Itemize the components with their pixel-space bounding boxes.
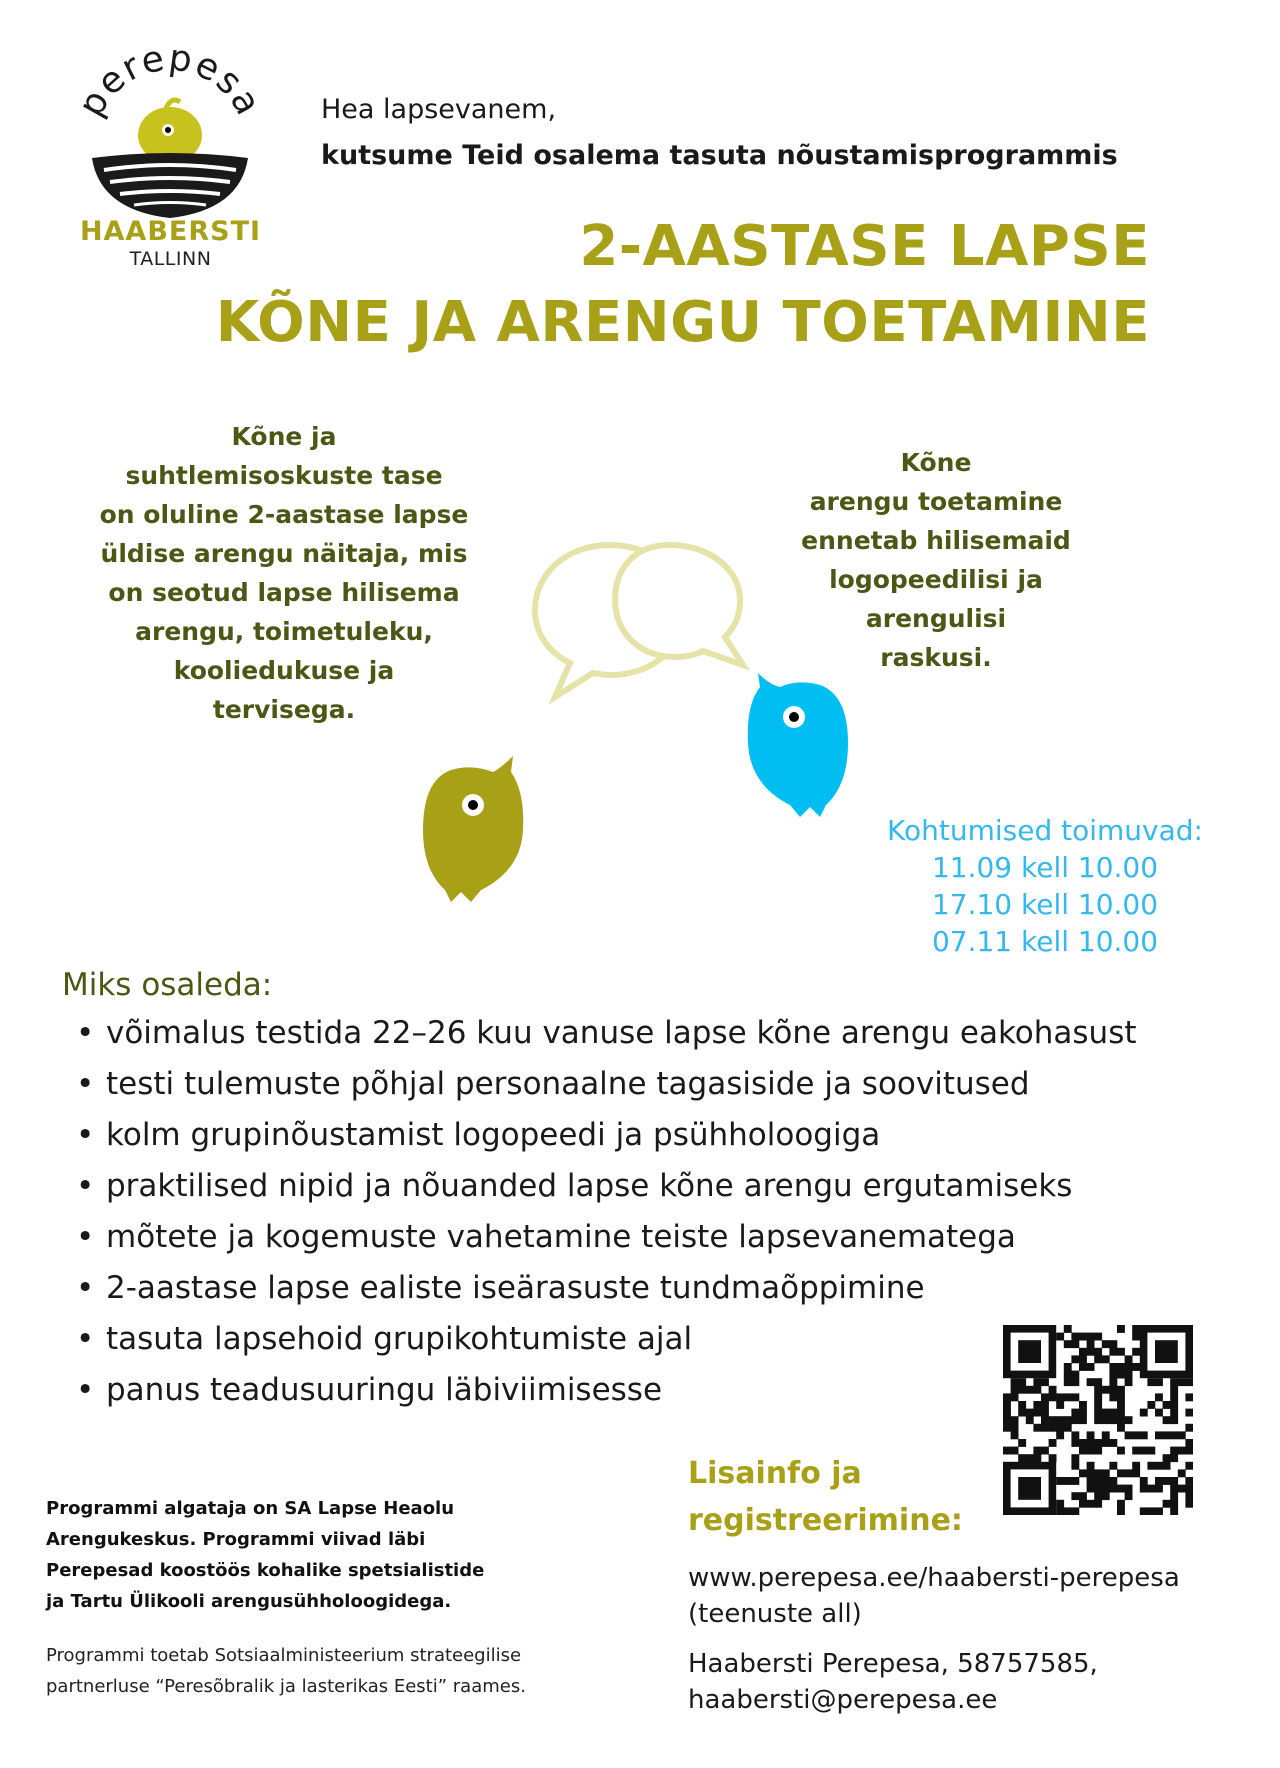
support-text xyxy=(46,1640,626,1702)
speech-bubbles-icon xyxy=(525,525,755,705)
title-line-1: 2-AASTASE LAPSE xyxy=(579,214,1150,279)
info-heading-line: Lisainfo ja xyxy=(688,1456,862,1491)
footer-line: partnerluse “Peresõbralik ja lasterikas Eesti” raames. xyxy=(46,1676,526,1697)
meeting-date: 07.11 kell 10.00 xyxy=(931,925,1159,958)
list-item: • kolm grupinõustamist logopeedi ja psühholoogiga xyxy=(76,1110,1137,1161)
contact-block xyxy=(688,1560,1228,1718)
website-note: (teenuste all) xyxy=(688,1599,862,1629)
list-item: • tasuta lapsehoid grupikohtumiste ajal xyxy=(76,1314,1137,1365)
left-line: tervisega. xyxy=(212,695,356,724)
info-heading xyxy=(688,1450,1008,1544)
left-line: on oluline 2-aastase lapse xyxy=(99,500,469,529)
meetings-block xyxy=(860,812,1230,960)
list-item: • testi tulemuste põhjal personaalne tagasiside ja soovitused xyxy=(76,1059,1137,1110)
left-line: on seotud lapse hilisema xyxy=(108,578,460,607)
list-item: • võimalus testida 22–26 kuu vanuse lapse kõne arengu eakohasust xyxy=(76,1008,1137,1059)
website-link[interactable]: www.perepesa.ee/haabersti-perepesa xyxy=(688,1563,1180,1593)
email-link[interactable]: haabersti@perepesa.ee xyxy=(688,1685,998,1715)
left-line: Kõne ja xyxy=(231,422,337,451)
left-line: üldise arengu näitaja, mis xyxy=(100,539,468,568)
left-line: arengu, toimetuleku, xyxy=(135,617,433,646)
footer-line: ja Tartu Ülikooli arengusühholoogidega. xyxy=(46,1591,452,1612)
info-heading-line: registreerimine: xyxy=(688,1503,963,1538)
left-paragraph xyxy=(88,417,480,729)
logo-wordmark: perepesa xyxy=(70,50,270,124)
footer-line: Perepesad koostöös kohalike spetsialistide xyxy=(46,1560,485,1581)
phone-line: Haabersti Perepesa, 58757585, xyxy=(688,1649,1098,1679)
list-item: • praktilised nipid ja nõuanded lapse kõne arengu ergutamiseks xyxy=(76,1161,1137,1212)
list-item: • mõtete ja kogemuste vahetamine teiste lapsevanematega xyxy=(76,1212,1137,1263)
footer-line: Arengukeskus. Programmi viivad läbi xyxy=(46,1529,426,1550)
list-item: • 2-aastase lapse ealiste iseärasuste tundmaõppimine xyxy=(76,1263,1137,1314)
list-item: • panus teadusuuringu läbiviimisesse xyxy=(76,1365,1137,1416)
right-paragraph xyxy=(786,443,1086,677)
right-line: ennetab hilisemaid xyxy=(801,526,1071,555)
left-line: suhtlemisoskuste tase xyxy=(125,461,443,490)
meetings-label: Kohtumised toimuvad: xyxy=(887,814,1203,847)
right-line: raskusi. xyxy=(880,643,992,672)
qr-code-icon[interactable] xyxy=(1003,1325,1193,1515)
meeting-date: 11.09 kell 10.00 xyxy=(931,851,1159,884)
logo-nest-icon xyxy=(92,153,248,218)
why-heading: Miks osaleda: xyxy=(62,967,273,1003)
right-line: logopeedilisi ja xyxy=(829,565,1043,594)
blue-bird-icon xyxy=(740,665,855,825)
benefits-list xyxy=(76,1008,1137,1416)
greeting: Hea lapsevanem, xyxy=(321,94,557,125)
invitation: kutsume Teid osalema tasuta nõustamisprogrammis xyxy=(321,140,1118,171)
right-line: arengulisi xyxy=(865,604,1007,633)
logo-city: TALLINN xyxy=(129,248,212,270)
meeting-date: 17.10 kell 10.00 xyxy=(931,888,1159,921)
footer-line: Programmi toetab Sotsiaalministeerium strateegilise xyxy=(46,1645,522,1666)
initiator-text xyxy=(46,1493,566,1617)
footer-line: Programmi algataja on SA Lapse Heaolu xyxy=(46,1498,455,1519)
left-line: kooliedukuse ja xyxy=(173,656,395,685)
title-line-2: KÕNE JA ARENGU TOETAMINE xyxy=(215,290,1150,355)
olive-bird-icon xyxy=(415,750,530,910)
right-line: arengu toetamine xyxy=(809,487,1063,516)
right-line: Kõne xyxy=(900,448,972,477)
logo-name: HAABERSTI xyxy=(79,216,262,247)
